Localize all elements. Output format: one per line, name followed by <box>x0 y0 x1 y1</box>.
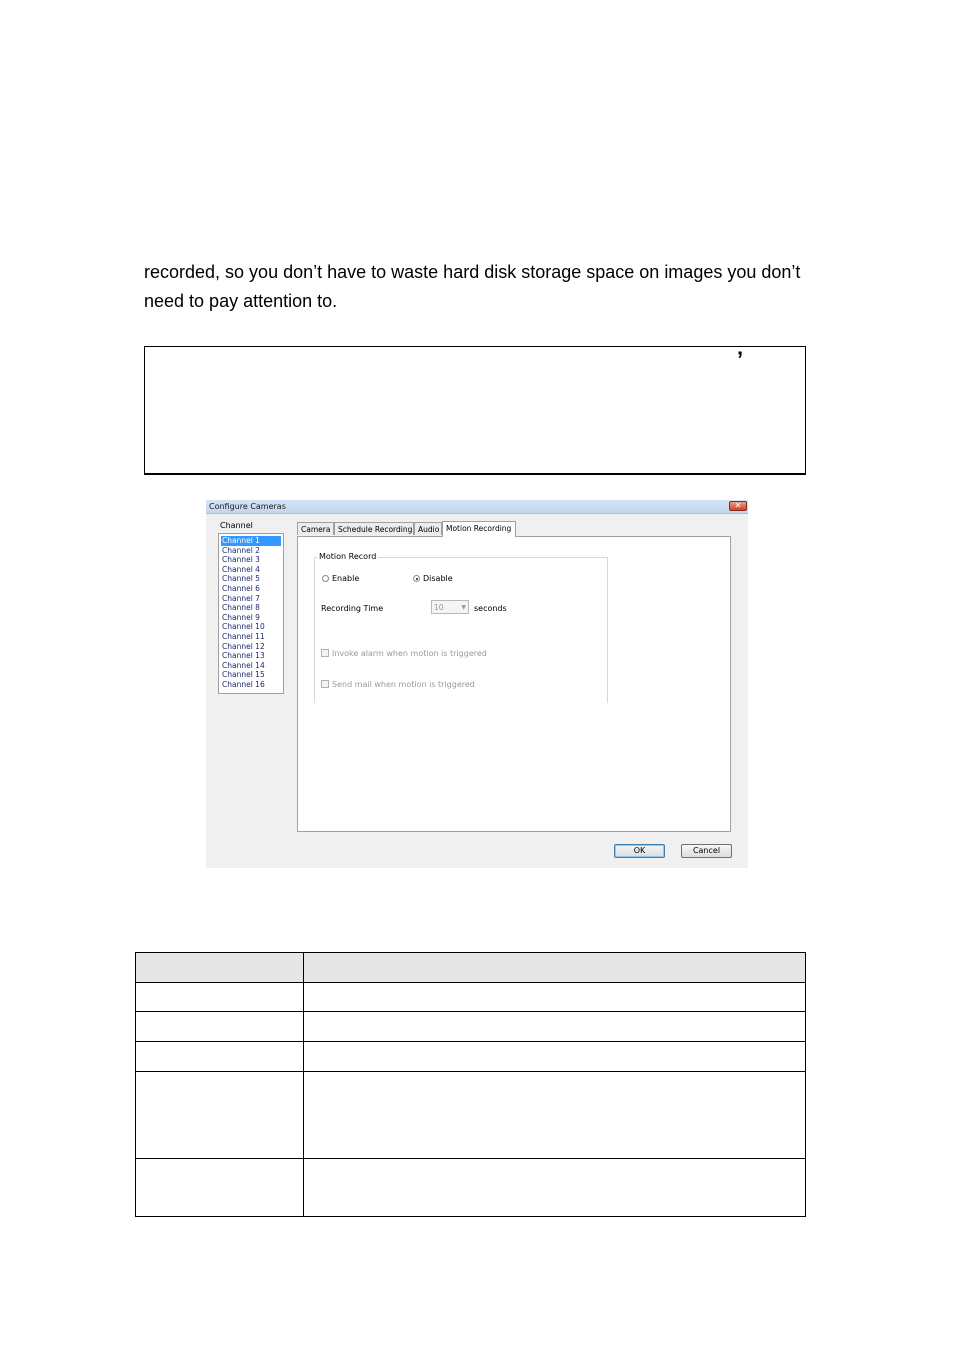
motion-record-group-title: Motion Record <box>319 552 377 561</box>
channel-label: Channel <box>220 521 253 530</box>
close-button[interactable] <box>729 501 747 511</box>
table-cell <box>136 1012 304 1042</box>
channel-list-item[interactable]: Channel 5 <box>222 574 260 584</box>
channel-list-item[interactable]: Channel 10 <box>222 622 265 632</box>
table-row <box>136 1042 806 1072</box>
table-cell <box>304 1042 806 1072</box>
note-comma: ’ <box>737 347 744 372</box>
invoke-alarm-label: Invoke alarm when motion is triggered <box>332 649 487 658</box>
note-box <box>144 346 806 475</box>
cancel-button[interactable]: Cancel <box>681 844 732 858</box>
table-cell <box>136 953 304 983</box>
recording-time-unit: seconds <box>474 604 507 613</box>
table-header-row <box>136 953 806 983</box>
channel-list-item[interactable]: Channel 12 <box>222 641 265 651</box>
table-cell <box>304 1159 806 1217</box>
recording-time-value: 10 <box>434 603 444 612</box>
channel-list-item[interactable]: Channel 7 <box>222 593 260 603</box>
recording-time-label: Recording Time <box>321 604 384 613</box>
send-mail-checkbox[interactable] <box>321 680 329 688</box>
channel-list-item[interactable]: Channel 15 <box>222 670 265 680</box>
intro-paragraph: recorded, so you don’t have to waste hard disk storage space on images you don’t need to pay attention to. <box>144 262 801 311</box>
tab-schedule-recording[interactable]: Schedule Recording <box>334 522 414 535</box>
table-cell <box>304 953 806 983</box>
disable-radio[interactable] <box>413 575 420 582</box>
send-mail-label: Send mail when motion is triggered <box>332 680 475 689</box>
channel-list-item[interactable]: Channel 2 <box>222 545 260 555</box>
tab-motion-recording[interactable]: Motion Recording <box>442 521 516 537</box>
channel-list-item[interactable]: Channel 3 <box>222 555 260 565</box>
enable-label: Enable <box>332 574 360 583</box>
configure-cameras-dialog <box>206 500 748 868</box>
invoke-alarm-checkbox[interactable] <box>321 649 329 657</box>
table-cell <box>136 983 304 1012</box>
channel-list-item[interactable]: Channel 9 <box>222 612 260 622</box>
channel-list-item[interactable]: Channel 6 <box>222 584 260 593</box>
channel-list-item[interactable]: Channel 8 <box>222 603 260 613</box>
channel-list-item[interactable]: Channel 4 <box>222 564 260 574</box>
enable-radio[interactable] <box>322 575 329 582</box>
channel-list-item[interactable]: Channel 11 <box>222 632 265 641</box>
table-row <box>136 983 806 1012</box>
table-cell <box>136 1042 304 1072</box>
table-cell <box>136 1159 304 1217</box>
channel-list-item[interactable]: Channel 14 <box>222 660 265 670</box>
table-cell <box>304 1012 806 1042</box>
recording-time-select[interactable] <box>431 600 469 614</box>
table-row <box>136 1159 806 1217</box>
tab-camera[interactable]: Camera <box>297 522 334 535</box>
dialog-title-bar <box>206 500 748 514</box>
table-row <box>136 1012 806 1042</box>
disable-label: Disable <box>423 574 453 583</box>
chevron-down-icon: ▼ <box>461 604 466 611</box>
table-cell <box>304 1072 806 1159</box>
channel-list[interactable] <box>218 533 284 694</box>
close-icon: ✕ <box>734 501 742 510</box>
ok-button[interactable]: OK <box>614 844 665 858</box>
dialog-title: Configure Cameras <box>209 502 286 511</box>
table-cell <box>136 1072 304 1159</box>
table-row <box>136 1072 806 1159</box>
parameter-table <box>135 952 806 1217</box>
channel-list-item[interactable]: Channel 1 <box>221 536 281 546</box>
table-cell <box>304 983 806 1012</box>
tab-audio[interactable]: Audio <box>414 522 442 535</box>
channel-list-item[interactable]: Channel 16 <box>222 680 265 689</box>
channel-list-item[interactable]: Channel 13 <box>222 651 265 661</box>
